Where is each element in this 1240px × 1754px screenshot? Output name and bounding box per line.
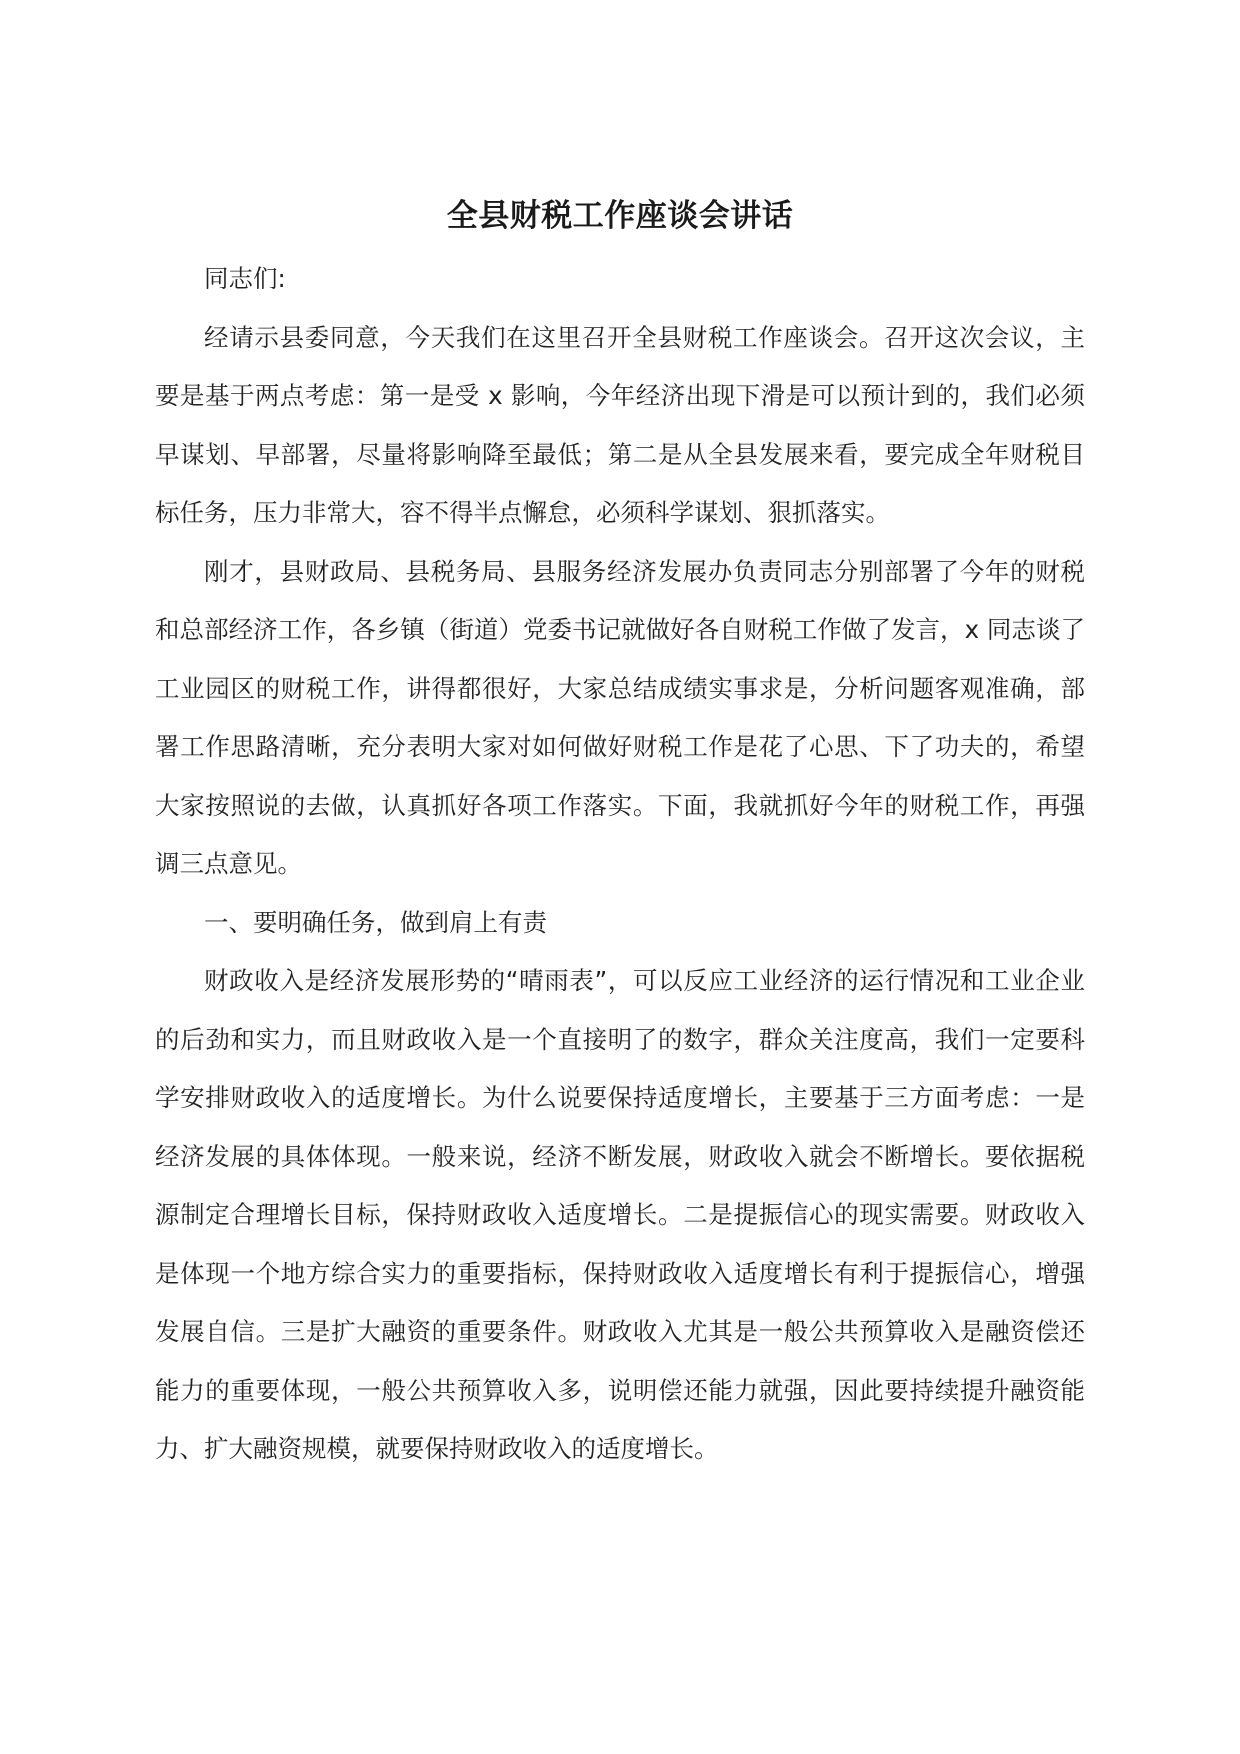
paragraph-summary: 刚才，县财政局、县税务局、县服务经济发展办负责同志分别部署了今年的财税和总部经济工作，各乡镇（街道）党委书记就做好各自财税工作做了发言，x 同志谈了工业园区的财税工作，讲得都很好，大家总结成绩实事求是，分析问题客观准确，部署工作思路清晰，充分表明大家对如何做好财税工作是花了心思、下了功夫的，希望大家按照说的去做，认真抓好各项工作落实。下面，我就抓好今年的财税工作，再强调三点意见。: [155, 556, 1085, 878]
section-heading-1: 一、要明确任务，做到肩上有责: [204, 907, 547, 937]
paragraph-section-1: 财政收入是经济发展形势的“晴雨表”，可以反应工业经济的运行情况和工业企业的后劲和实力，而且财政收入是一个直接明了的数字，群众关注度高，我们一定要科学安排财政收入的适度增长。为什么说要保持适度增长，主要基于三方面考虑：一是经济发展的具体体现。一般来说，经济不断发展，财政收入就会不断增长。要依据税源制定合理增长目标，保持财政收入适度增长。二是提振信心的现实需要。财政收入是体现一个地方综合实力的重要指标，保持财政收入适度增长有利于提振信心，增强发展自信。三是扩大融资的重要条件。财政收入尤其是一般公共预算收入是融资偿还能力的重要体现，一般公共预算收入多，说明偿还能力就强，因此要持续提升融资能力、扩大融资规模，就要保持财政收入的适度增长。: [155, 966, 1085, 1463]
paragraph-intro: 经请示县委同意，今天我们在这里召开全县财税工作座谈会。召开这次会议，主要是基于两点考虑：第一是受 x 影响，今年经济出现下滑是可以预计到的，我们必须早谋划、早部署，尽量将影响降至最低；第二是从全县发展来看，要完成全年财税目标任务，压力非常大，容不得半点懈怠，必须科学谋划、狠抓落实。: [155, 322, 1085, 527]
salutation: 同志们:: [204, 264, 286, 293]
document-body: [155, 250, 1085, 1479]
document-title: 全县财税工作座谈会讲话: [446, 198, 794, 234]
